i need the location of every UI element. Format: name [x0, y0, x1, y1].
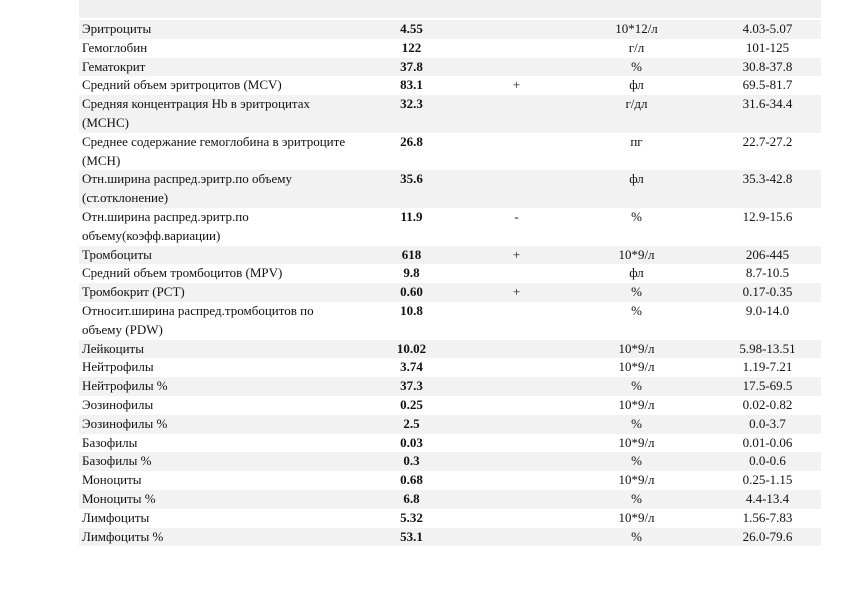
test-unit: % [631, 58, 642, 74]
test-name: Базофилы % [82, 453, 152, 469]
test-value: 618 [401, 246, 422, 262]
reference-range: 9.0-14.0 [745, 302, 790, 318]
test-unit: 10*9/л [618, 434, 655, 450]
test-name: Отн.ширина распред.эритр.по объему(коэфф.вариации) [82, 208, 249, 243]
reference-range: 5.98-13.51 [739, 340, 796, 356]
reference-range: 30.8-37.8 [742, 58, 793, 74]
table-row [79, 95, 821, 133]
test-value: 35.6 [400, 171, 423, 187]
reference-range: 69.5-81.7 [742, 77, 793, 93]
test-value: 2.5 [403, 415, 420, 431]
reference-range: 12.9-15.6 [742, 208, 793, 224]
test-name: Моноциты [82, 472, 142, 488]
test-name: Эритроциты [82, 21, 152, 36]
test-unit: % [631, 528, 642, 544]
test-unit: % [631, 302, 642, 318]
table-row [79, 340, 821, 359]
reference-range: 206-445 [745, 246, 790, 262]
test-unit: 10*12/л [615, 21, 658, 36]
test-unit: пг [630, 133, 643, 149]
test-value: 11.9 [400, 208, 423, 224]
table-row [79, 358, 821, 377]
reference-range: 4.4-13.4 [745, 490, 790, 506]
table-row [79, 490, 821, 509]
reference-range: 4.03-5.07 [742, 21, 793, 36]
test-name: Лейкоциты [82, 340, 144, 356]
reference-range: 1.56-7.83 [742, 509, 793, 525]
test-unit: % [631, 284, 642, 300]
test-value: 83.1 [400, 77, 423, 93]
test-value: 0.60 [400, 284, 423, 300]
table-row [79, 246, 821, 265]
table-row [79, 434, 821, 453]
test-value: 0.03 [400, 434, 423, 450]
abnormal-flag: + [512, 77, 521, 93]
table-row [79, 415, 821, 434]
reference-range: 35.3-42.8 [742, 171, 793, 187]
test-name: Отн.ширина распред.эритр.по объему (ст.отклонение) [82, 171, 292, 206]
test-unit: % [631, 378, 642, 394]
test-name: Гемоглобин [82, 39, 148, 55]
reference-range: 17.5-69.5 [742, 378, 793, 394]
test-unit: фл [629, 171, 644, 187]
test-unit: фл [629, 77, 644, 93]
table-row [79, 509, 821, 528]
reference-range: 0.17-0.35 [742, 284, 793, 300]
test-unit: % [631, 415, 642, 431]
table-row [79, 133, 821, 171]
test-unit: г/л [628, 39, 645, 55]
abnormal-flag: + [512, 246, 521, 262]
test-name: Эозинофилы % [82, 415, 168, 431]
test-name: Тромбоциты [82, 246, 152, 262]
reference-range: 26.0-79.6 [742, 528, 793, 544]
test-name: Относит.ширина распред.тромбоцитов по объему (PDW) [82, 302, 314, 337]
test-unit: % [631, 208, 642, 224]
abnormal-flag: - [514, 208, 519, 224]
test-unit: 10*9/л [618, 509, 655, 525]
test-name: Нейтрофилы % [82, 378, 168, 394]
table-row [79, 302, 821, 340]
reference-range: 0.02-0.82 [742, 396, 793, 412]
table-row [79, 208, 821, 246]
test-unit: 10*9/л [618, 396, 655, 412]
table-row [79, 528, 821, 547]
test-unit: % [631, 490, 642, 506]
test-value: 53.1 [400, 528, 423, 544]
test-unit: 10*9/л [618, 340, 655, 356]
reference-range: 8.7-10.5 [745, 265, 790, 281]
test-value: 0.68 [400, 472, 423, 488]
test-value: 3.74 [400, 359, 423, 375]
table-row [79, 20, 821, 39]
abnormal-flag: + [512, 284, 521, 300]
test-name: Средний объем эритроцитов (MCV) [82, 77, 282, 93]
test-name: Среднее содержание гемоглобина в эритроците (MCH) [82, 133, 346, 168]
test-unit: фл [629, 265, 644, 281]
test-name: Гематокрит [82, 58, 146, 74]
table-row [79, 170, 821, 208]
test-name: Средняя концентрация Hb в эритроцитах (MCHC) [82, 96, 311, 130]
test-name: Лимфоциты [82, 509, 150, 525]
reference-range: 22.7-27.2 [742, 133, 793, 149]
test-name: Средний объем тромбоцитов (MPV) [82, 265, 283, 281]
reference-range: 0.25-1.15 [742, 472, 793, 488]
table-row [79, 264, 821, 283]
table-row [79, 58, 821, 77]
header-band [79, 0, 821, 18]
test-value: 122 [401, 39, 422, 55]
table-row [79, 283, 821, 302]
test-name: Моноциты % [82, 490, 156, 506]
test-unit: % [631, 453, 642, 469]
test-value: 0.3 [403, 453, 420, 469]
table-row [79, 377, 821, 396]
table-row [79, 76, 821, 95]
table-row [79, 452, 821, 471]
reference-range: 101-125 [745, 39, 790, 55]
reference-range: 31.6-34.4 [742, 96, 793, 112]
test-unit: 10*9/л [618, 472, 655, 488]
test-value: 37.3 [400, 378, 423, 394]
test-name: Тромбокрит (PCT) [82, 284, 185, 300]
test-value: 32.3 [400, 96, 423, 112]
table-row [79, 396, 821, 415]
test-name: Нейтрофилы [82, 359, 154, 375]
reference-range: 0.0-3.7 [749, 415, 786, 431]
test-value: 37.8 [400, 58, 423, 74]
test-name: Базофилы [82, 434, 138, 450]
test-value: 5.32 [400, 509, 423, 525]
test-value: 26.8 [400, 133, 423, 149]
test-name: Эозинофилы [82, 396, 154, 412]
reference-range: 0.01-0.06 [742, 434, 793, 450]
test-value: 10.8 [400, 302, 423, 318]
table-row [79, 471, 821, 490]
test-name: Лимфоциты % [82, 528, 164, 544]
test-unit: 10*9/л [618, 246, 655, 262]
test-value: 9.8 [403, 265, 420, 281]
test-value: 6.8 [403, 490, 420, 506]
test-value: 0.25 [400, 396, 423, 412]
test-unit: 10*9/л [618, 359, 655, 375]
results-table [79, 20, 821, 546]
test-value: 4.55 [400, 21, 423, 36]
reference-range: 1.19-7.21 [742, 359, 793, 375]
test-unit: г/дл [625, 96, 648, 112]
test-value: 10.02 [396, 340, 427, 356]
reference-range: 0.0-0.6 [749, 453, 786, 469]
table-row [79, 39, 821, 58]
